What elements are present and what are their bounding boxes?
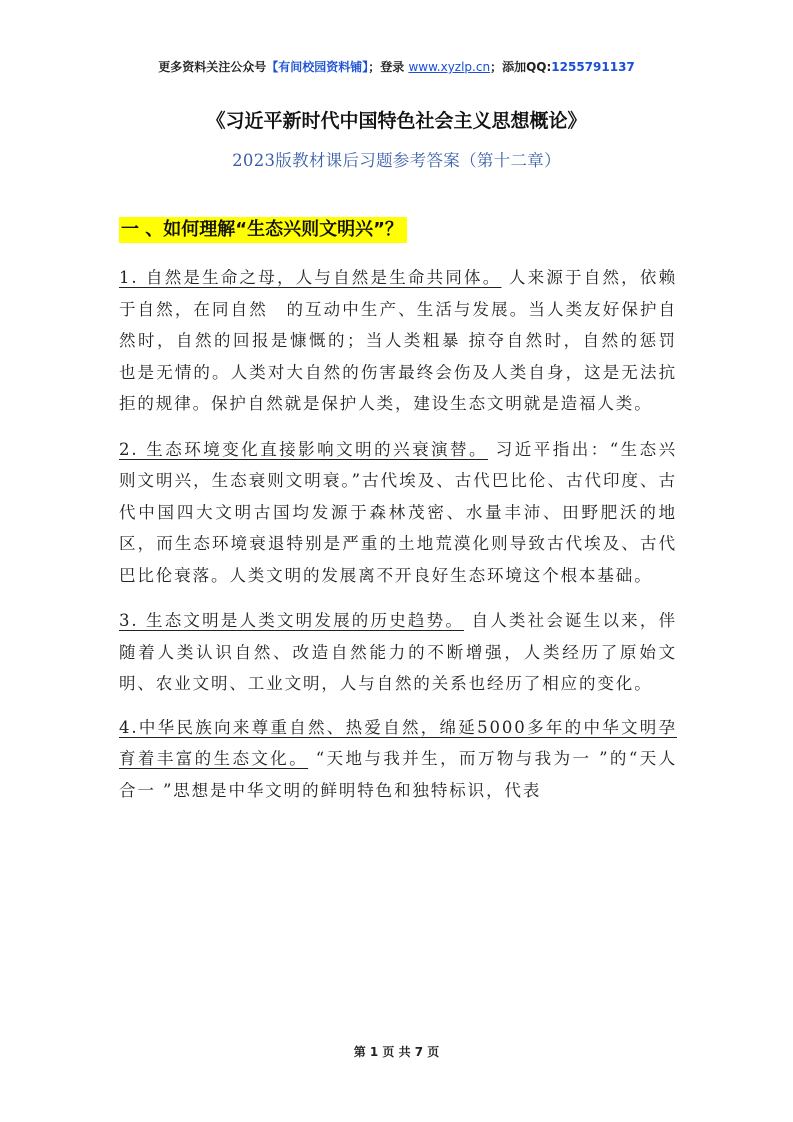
document-body <box>119 262 677 820</box>
paragraph-1-text: 人来源于自然，依赖于自然，在同自然 的互动中生产、生活与发展。当人类友好保护自然时，自然的回报是慷慨的；当人类粗暴 掠夺自然时，自然的惩罚也是无情的。人类对大自然的伤害最终会伤及人类自身，这是无法抗拒的规律。保护自然就是保护人类，建设生态文明就是造福人类。 <box>119 268 677 413</box>
header-qq-label: ；添加QQ: <box>490 60 552 74</box>
header-site-link[interactable]: www.xyzlp.cn <box>408 60 491 74</box>
document-subtitle: 2023版教材课后习题参考答案（第十二章） <box>232 151 561 170</box>
document-title: 《习近平新时代中国特色社会主义思想概论》 <box>206 110 587 132</box>
paragraph-4-heading: 4.中华民族向来尊重自然、热爱自然，绵延5000多年的中华文明孕育着丰富的生态文化。 <box>119 717 677 768</box>
header-prefix: 更多资料关注公众号 <box>158 60 267 74</box>
paragraph-2 <box>119 434 677 592</box>
header-login-label: ；登录 <box>368 60 409 74</box>
paragraph-3-heading: 3. 生态文明是人类文明发展的历史趋势。 <box>119 611 465 630</box>
paragraph-2-text: 习近平指出：“生态兴则文明兴，生态衰则文明衰。”古代埃及、古代巴比伦、古代印度、古代中国四大文明古国均发源于森林茂密、水量丰沛、田野肥沃的地区，而生态环境衰退特别是严重的土地荒漠化则导致古代埃及、古代巴比伦衰落。人类文明的发展离不开良好生态环境这个根本基础。 <box>119 439 677 585</box>
header-brand: 【有间校园资料铺】 <box>266 60 369 74</box>
paragraph-3 <box>119 605 677 700</box>
section-heading: 一 、如何理解“生态兴则文明兴”？ <box>119 217 407 243</box>
header-qq-number: 1255791137 <box>551 60 635 74</box>
paragraph-1-heading: 1. 自然是生命之母，人与自然是生命共同体。 <box>119 268 502 287</box>
paragraph-3-text: 自人类社会诞生以来，伴随着人类认识自然、改造自然能力的不断增强，人类经历了原始文明、农业文明、工业文明，人与自然的关系也经历了相应的变化。 <box>119 611 677 693</box>
page-header <box>0 58 793 75</box>
paragraph-1 <box>119 262 677 420</box>
paragraph-2-heading: 2. 生态环境变化直接影响文明的兴衰演替。 <box>119 439 489 459</box>
paragraph-4 <box>119 712 677 807</box>
paragraph-4-text: “天地与我并生，而万物与我为一 ”的“天人合一 ”思想是中华文明的鲜明特色和独特标识，代表 <box>119 749 678 800</box>
page-number: 第 1 页 共 7 页 <box>353 1045 440 1059</box>
